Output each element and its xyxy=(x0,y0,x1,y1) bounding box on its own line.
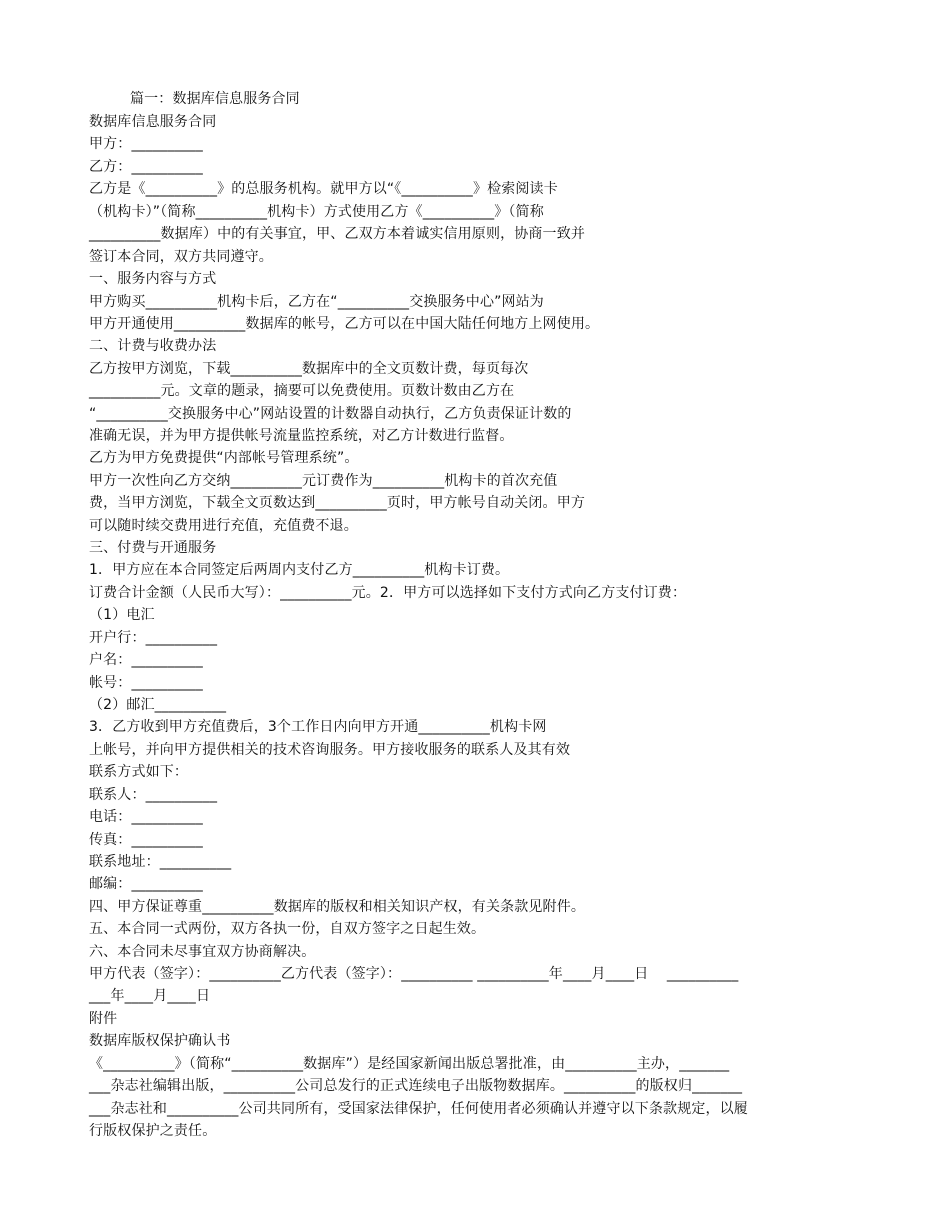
fax-line: 传真：__________ xyxy=(89,832,203,848)
section-heading: 二、计费与收费办法 xyxy=(89,338,217,354)
party-b-line: 乙方：__________ xyxy=(89,159,203,175)
text-line: 五、本合同一式两份，双方各执一份，自双方签字之日起生效。 xyxy=(89,921,486,937)
text-line: 乙方按甲方浏览，下载__________数据库中的全文页数计费，每页每次 xyxy=(89,361,529,377)
section-heading: 一、服务内容与方式 xyxy=(89,271,217,287)
text-line: （2）邮汇__________ xyxy=(89,697,227,713)
text-line: “__________交换服务中心”网站设置的计数器自动执行，乙方负责保证计数的 xyxy=(89,406,572,422)
signature-line: 甲方代表（签字）：__________乙方代表（签字）：__________ __________年____月____日 __________ xyxy=(89,966,739,982)
appendix-label: 附件 xyxy=(89,1011,118,1027)
address-line: 联系地址：__________ xyxy=(89,854,232,870)
bank-line: 开户行：__________ xyxy=(89,630,218,646)
text-line: 3．乙方收到甲方充值费后，3个工作日内向甲方开通__________机构卡网 xyxy=(89,719,547,735)
text-line: 《__________》（简称“__________数据库”）是经国家新闻出版总署批准，由__________主办，_______ xyxy=(89,1056,730,1072)
party-a-line: 甲方：__________ xyxy=(89,136,203,152)
appendix-title: 数据库版权保护确认书 xyxy=(89,1033,231,1049)
text-line: 上帐号，并向甲方提供相关的技术咨询服务。甲方接收服务的联系人及其有效 xyxy=(89,742,571,758)
contract-title: 数据库信息服务合同 xyxy=(89,114,217,130)
phone-line: 电话：__________ xyxy=(89,809,203,825)
text-line: __________元。文章的题录，摘要可以免费使用。页数计数由乙方在 xyxy=(89,383,515,399)
text-line: 订费合计金额（人民币大写）：__________元。2．甲方可以选择如下支付方式向乙方支付订费： xyxy=(89,585,687,601)
postcode-line: 邮编：__________ xyxy=(89,876,203,892)
text-line: 甲方开通使用__________数据库的帐号，乙方可以在中国大陆任何地方上网使用。 xyxy=(89,316,600,332)
text-line: 费，当甲方浏览，下载全文页数达到__________页时，甲方帐号自动关闭。甲方 xyxy=(89,495,585,511)
contact-line: 联系人：__________ xyxy=(89,787,218,803)
text-line: 联系方式如下： xyxy=(89,764,189,780)
text-line: 甲方购买__________机构卡后，乙方在“__________交换服务中心”网站为 xyxy=(89,294,544,310)
account-number-line: 帐号：__________ xyxy=(89,675,203,691)
text-line: 乙方是《__________》的总服务机构。就甲方以“《__________》检索阅读卡 xyxy=(89,181,558,197)
text-line: 四、甲方保证尊重__________数据库的版权和相关知识产权，有关条款见附件。 xyxy=(89,899,585,915)
text-line: 可以随时续交费用进行充值，充值费不退。 xyxy=(89,518,358,534)
text-line: （机构卡）”（简称__________机构卡）方式使用乙方《__________》（简称 xyxy=(89,204,544,220)
text-line: 乙方为甲方免费提供“内部帐号管理系统”。 xyxy=(89,450,359,466)
text-line: （1）电汇 xyxy=(89,607,155,623)
section-heading: 三、付费与开通服务 xyxy=(89,540,217,556)
text-line: __________数据库）中的有关事宜，甲、乙双方本着诚实信用原则，协商一致并 xyxy=(89,226,585,242)
text-line: 六、本合同未尽事宜双方协商解决。 xyxy=(89,944,316,960)
account-name-line: 户名：__________ xyxy=(89,652,203,668)
text-line: ___杂志社编辑出版，__________公司总发行的正式连续电子出版物数据库。__________的版权归_______ xyxy=(89,1078,743,1094)
text-line: ___杂志社和__________公司共同所有，受国家法律保护，任何使用者必须确认并遵守以下条款规定，以履 xyxy=(89,1101,748,1117)
text-line: 签订本合同，双方共同遵守。 xyxy=(89,249,273,265)
text-line: 1．甲方应在本合同签定后两周内支付乙方__________机构卡订费。 xyxy=(89,562,510,578)
text-line: 甲方一次性向乙方交纳__________元订费作为__________机构卡的首次充值 xyxy=(89,473,558,489)
text-line: 行版权保护之责任。 xyxy=(89,1123,217,1139)
heading-part-one: 篇一：数据库信息服务合同 xyxy=(130,91,300,107)
text-line: 准确无误，并为甲方提供帐号流量监控系统，对乙方计数进行监督。 xyxy=(89,428,514,444)
signature-date-line: ___年____月____日 xyxy=(89,988,211,1004)
